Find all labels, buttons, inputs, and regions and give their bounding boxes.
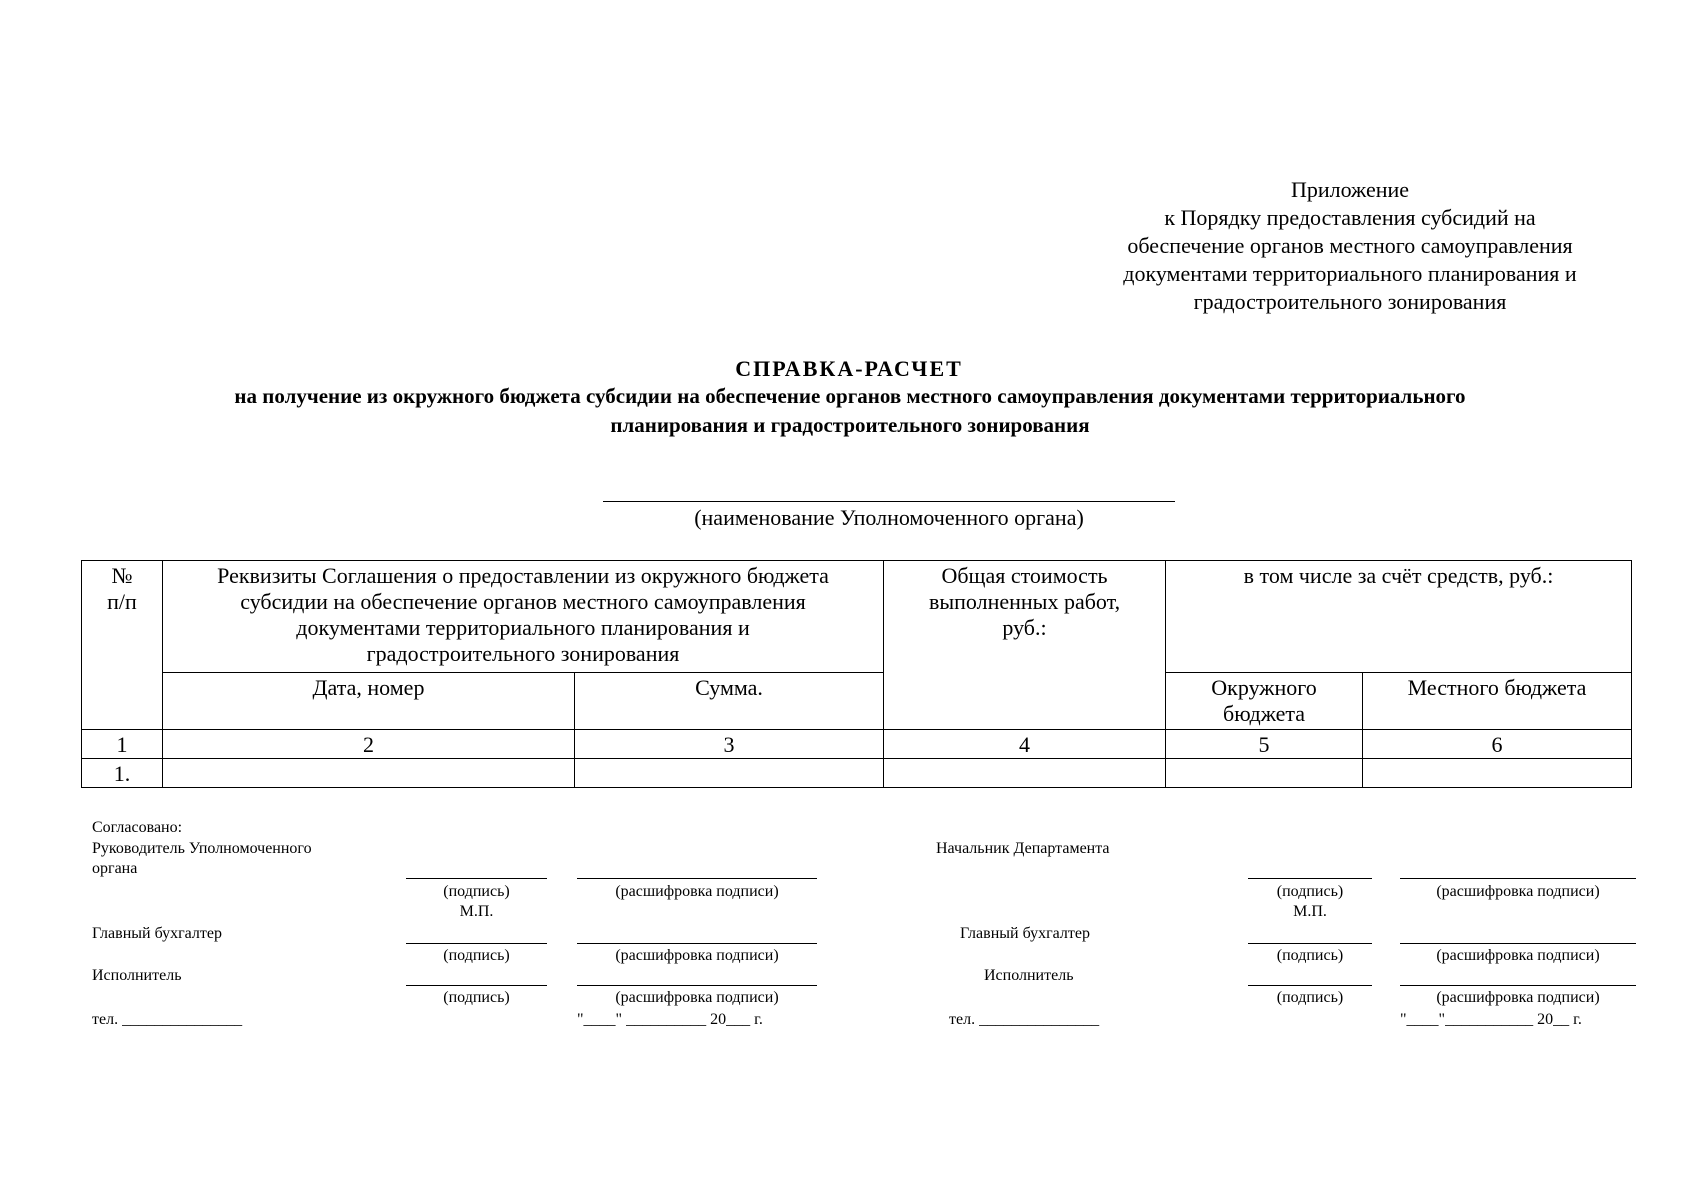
table-cell	[1363, 759, 1632, 788]
subtitle-line-2: планирования и градостроительного зонирования	[610, 413, 1090, 437]
table-row	[82, 759, 1632, 788]
header-sum: Сумма.	[575, 673, 884, 730]
column-number: 5	[1166, 730, 1363, 759]
table-cell	[1166, 759, 1363, 788]
authority-name-line	[603, 501, 1175, 502]
signature-caption: (подпись)	[443, 883, 510, 900]
decoding-caption: (расшифровка подписи)	[1436, 883, 1600, 900]
calculation-table	[81, 560, 1632, 788]
table-cell	[884, 759, 1166, 788]
table-cell	[575, 759, 884, 788]
header-date-number: Дата, номер	[163, 673, 575, 730]
column-number: 6	[1363, 730, 1632, 759]
column-number: 3	[575, 730, 884, 759]
decoding-caption: (расшифровка подписи)	[615, 883, 779, 900]
chief-accountant-label: Главный бухгалтер	[960, 925, 1090, 942]
decoding-caption: (расшифровка подписи)	[615, 989, 779, 1006]
date-field: "____"___________ 20__ г.	[1400, 1011, 1582, 1028]
appendix-line: обеспечение органов местного самоуправления	[1127, 233, 1573, 258]
table-cell	[163, 759, 575, 788]
decoding-caption: (расшифровка подписи)	[1436, 947, 1600, 964]
phone-field: тел. _______________	[92, 1011, 243, 1028]
head-department-label: Начальник Департамента	[936, 840, 1110, 857]
document-subtitle	[60, 382, 1640, 440]
stamp-label: М.П.	[1293, 903, 1327, 920]
executor-label: Исполнитель	[92, 967, 182, 984]
signature-line	[406, 878, 547, 879]
head-authority-label: Руководитель Уполномоченного органа	[92, 840, 312, 877]
signature-line	[406, 943, 547, 944]
column-number: 2	[163, 730, 575, 759]
appendix-line: к Порядку предоставления субсидий на	[1164, 205, 1536, 230]
decoding-line	[1400, 943, 1636, 944]
table-cell: 1.	[82, 759, 163, 788]
subtitle-line-1: на получение из окружного бюджета субсидии на обеспечение органов местного самоуправления документами территориального	[234, 384, 1466, 408]
appendix-line: Приложение	[1290, 177, 1410, 202]
header-agreement: Реквизиты Соглашения о предоставлении из окружного бюджета субсидии на обеспечение органов местного самоуправления документами территориального планирования и градостроительного зонирования	[163, 561, 884, 673]
date-field: "____" __________ 20___ г.	[577, 1011, 763, 1028]
executor-label: Исполнитель	[984, 967, 1074, 984]
agreed-label: Согласовано:	[92, 819, 183, 836]
column-number: 1	[82, 730, 163, 759]
signature-caption: (подпись)	[443, 947, 510, 964]
signature-caption: (подпись)	[1276, 989, 1344, 1006]
signature-caption: (подпись)	[1276, 883, 1344, 900]
stamp-label: М.П.	[459, 903, 494, 920]
appendix-line: градостроительного зонирования	[1193, 289, 1507, 314]
signature-line	[1248, 878, 1372, 879]
decoding-line	[577, 878, 817, 879]
signature-line	[1248, 943, 1372, 944]
appendix-line: документами территориального планирования и	[1123, 261, 1577, 286]
decoding-caption: (расшифровка подписи)	[1436, 989, 1600, 1006]
authority-caption: (наименование Уполномоченного органа)	[694, 505, 1084, 530]
header-district-budget: Окружного бюджета	[1166, 673, 1363, 730]
signature-line	[406, 985, 547, 986]
appendix-header	[1100, 176, 1600, 316]
header-local-budget: Местного бюджета	[1363, 673, 1632, 730]
phone-field: тел. _______________	[949, 1011, 1100, 1028]
signature-line	[1248, 985, 1372, 986]
header-num: № п/п	[82, 561, 163, 730]
signature-caption: (подпись)	[443, 989, 510, 1006]
document-title: СПРАВКА-РАСЧЕТ	[735, 356, 963, 381]
chief-accountant-label: Главный бухгалтер	[92, 925, 222, 942]
column-number: 4	[884, 730, 1166, 759]
decoding-line	[577, 943, 817, 944]
signature-caption: (подпись)	[1276, 947, 1344, 964]
decoding-line	[1400, 985, 1636, 986]
header-total-cost: Общая стоимость выполненных работ, руб.:	[884, 561, 1166, 730]
decoding-line	[1400, 878, 1636, 879]
decoding-line	[577, 985, 817, 986]
decoding-caption: (расшифровка подписи)	[615, 947, 779, 964]
header-including: в том числе за счёт средств, руб.:	[1166, 561, 1632, 673]
